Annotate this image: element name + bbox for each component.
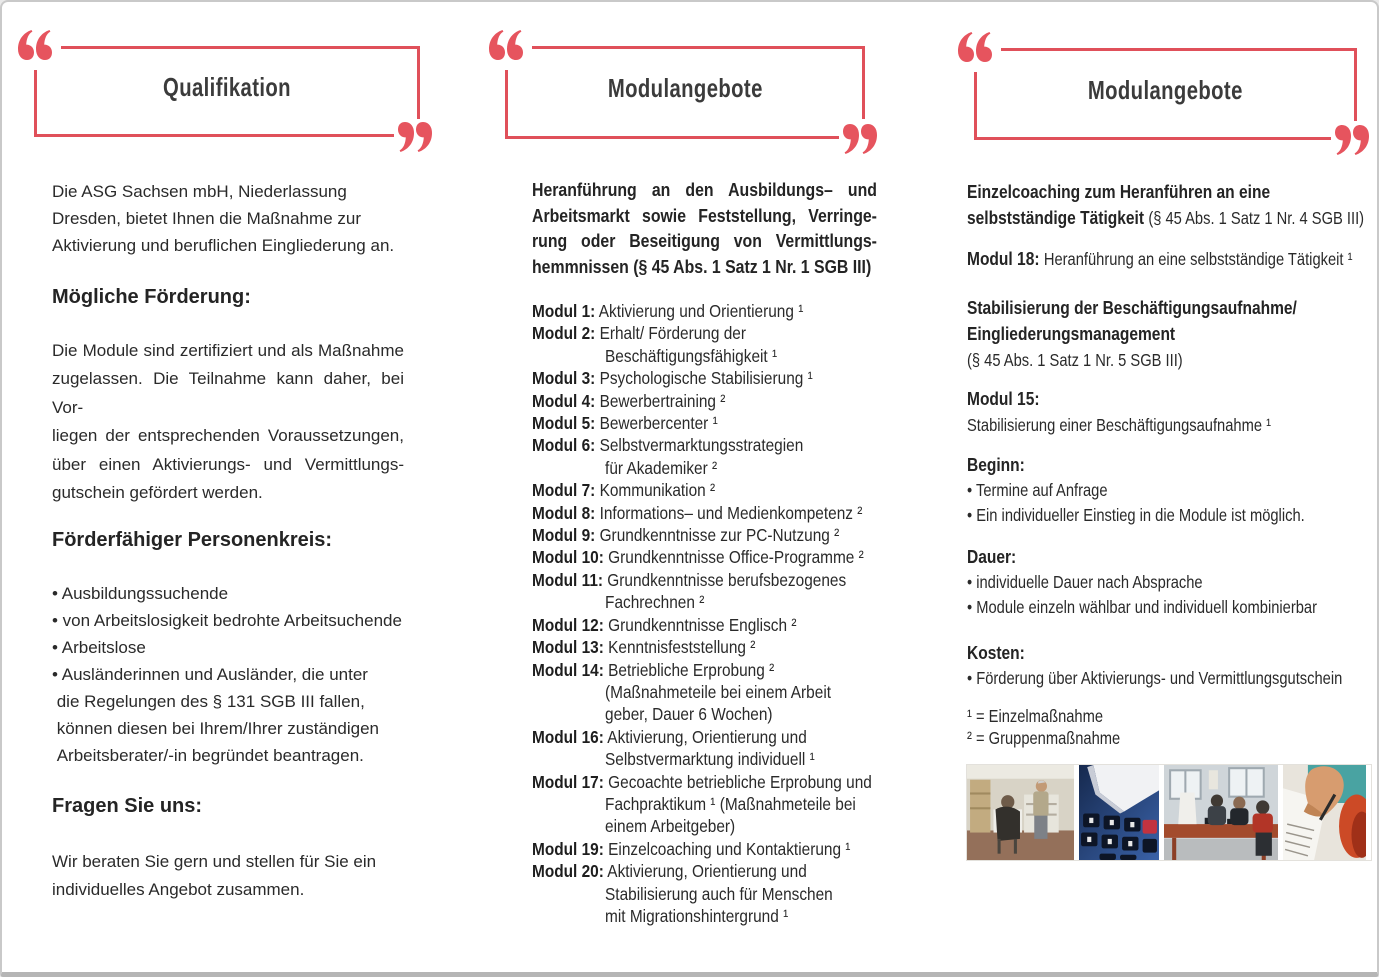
bold-text: Eingliederungsmanagement — [967, 323, 1176, 344]
module-line: Modul 8: Informations– und Medienkompetenz ² — [532, 502, 863, 523]
module-line: Modul 7: Kommunikation ² — [532, 480, 716, 501]
text-line: hemmnissen (§ 45 Abs. 1 Satz 1 Nr. 1 SGB III) — [532, 256, 872, 277]
module-label: Modul 2: — [532, 323, 596, 344]
eligible-persons-heading: Förderfähiger Personenkreis: — [52, 529, 333, 552]
module-line: Modul 4: Bewerbertraining ² — [532, 390, 726, 411]
module-line: Modul 10: Grundkenntnisse Office-Programme ² — [532, 547, 864, 568]
text: (§ 45 Abs. 1 Satz 1 Nr. 5 SGB III) — [967, 350, 1183, 370]
kosten-section — [967, 640, 1369, 691]
module-label: Modul 1: — [532, 301, 596, 321]
module-line-continuation: einem Arbeitgeber) — [605, 816, 736, 837]
module-item — [532, 726, 907, 771]
text: • Termine auf Anfrage — [967, 480, 1108, 500]
module-line: Modul 2: Erhalt/ Förderung der — [532, 323, 746, 344]
modulangebote-header-frame-2 — [974, 48, 1357, 140]
close-quote-icon — [398, 122, 432, 152]
bold-text: selbstständige Tätigkeit — [967, 207, 1149, 228]
modulangebote-header-frame — [505, 46, 865, 139]
module-line: Modul 16: Aktivierung, Orientierung und — [532, 726, 807, 747]
module-item — [532, 636, 907, 658]
text: • Förderung über Aktivierungs- und Vermittlungsgutschein — [967, 668, 1343, 688]
module-item — [532, 502, 907, 524]
text-line: über einen Aktivierungs- und Vermittlungs- — [52, 454, 404, 474]
ask-us-paragraph: Wir beraten Sie gern und stellen für Sie ein individuelles Angebot zusammen. — [52, 852, 377, 900]
computer-training-photo — [1164, 765, 1278, 860]
bold-text: Modul 15: — [967, 388, 1040, 409]
module-label: Modul 17: — [532, 771, 604, 792]
einzelcoaching-heading — [967, 179, 1369, 231]
module-line: Modul 12: Grundkenntnisse Englisch ² — [532, 614, 797, 635]
module-line-continuation: Selbstvermarktung individuell ¹ — [605, 749, 815, 770]
module-line: Modul 5: Bewerbercenter ¹ — [532, 413, 718, 434]
module-line: Modul 17: Gecoachte betriebliche Erprobung und — [532, 771, 872, 792]
module-item — [532, 412, 907, 434]
module-label: Modul 19: — [532, 838, 604, 859]
panel-qualifikation — [34, 2, 434, 904]
writing-hand-photo — [1283, 765, 1366, 860]
module-item — [532, 524, 907, 546]
text-line: gutschein gefördert werden. — [52, 483, 263, 503]
module-item — [532, 614, 907, 636]
module-item — [532, 860, 907, 927]
module-label: Modul 10: — [532, 547, 604, 568]
stabilisierung-heading — [967, 295, 1369, 373]
text-line: Heranführung an den Ausbildungs– und — [532, 180, 877, 200]
bold-text: Kosten: — [967, 642, 1025, 663]
ask-us-heading: Fragen Sie uns: — [52, 795, 203, 818]
bold-text: Einzelcoaching zum Heranführen an eine — [967, 181, 1271, 202]
panel-modulangebote-list — [490, 2, 890, 927]
module-line: Modul 11: Grundkenntnisse berufsbezogenes — [532, 569, 847, 590]
module-line: Modul 13: Kenntnisfeststellung ² — [532, 637, 756, 658]
modulangebote-title: Modulangebote — [607, 73, 763, 103]
module-line-continuation: geber, Dauer 6 Wochen) — [605, 704, 773, 725]
intro-paragraph: Die ASG Sachsen mbH, Niederlassung Dresden, bietet Ihnen die Maßnahme zur Aktivierung und beruflichen Eingliederung an. — [52, 182, 395, 255]
module-label: Modul 5: — [532, 413, 596, 434]
text-line: Arbeitsmarkt sowie Feststellung, Verringe- — [532, 205, 877, 226]
module-item — [532, 322, 907, 367]
close-quote-icon — [843, 124, 877, 154]
module-item — [532, 300, 907, 322]
close-quote-icon — [1335, 125, 1369, 155]
module-label: Modul 9: — [532, 525, 596, 546]
text-line: rung oder Beseitigung von Vermittlungs- — [532, 231, 877, 251]
bold-text: Stabilisierung der Beschäftigungsaufnahme/ — [967, 297, 1297, 318]
module-label: Modul 20: — [532, 861, 604, 882]
module-item — [532, 659, 907, 726]
module-label: Modul 3: — [532, 368, 596, 389]
module-label: Modul 4: — [532, 390, 596, 411]
module-list — [532, 300, 907, 927]
office-consultation-photo — [967, 765, 1074, 860]
module-item — [532, 479, 907, 501]
text: • Module einzeln wählbar und individuell kombinierbar — [967, 597, 1317, 617]
module-item — [532, 434, 907, 479]
module-label: Modul 14: — [532, 659, 604, 680]
bold-text: Dauer: — [967, 546, 1017, 567]
text: (§ 45 Abs. 1 Satz 1 Nr. 4 SGB III) — [1148, 208, 1365, 228]
text: • individuelle Dauer nach Absprache — [967, 572, 1203, 592]
module-line-continuation: für Akademiker ² — [605, 457, 718, 478]
qualifikation-header-frame — [34, 46, 420, 137]
text: ¹ = Einzelmaßnahme — [967, 706, 1104, 726]
text: • Ein individueller Einstieg in die Module ist möglich. — [967, 505, 1305, 525]
frame-line — [974, 137, 1331, 140]
bold-text: Modul 18: — [967, 248, 1044, 269]
panel-modulangebote-details — [958, 2, 1378, 749]
funding-heading: Mögliche Förderung: — [52, 286, 251, 308]
text-line: Die Module sind zertifiziert und als Maßnahme — [52, 341, 404, 360]
modul-18-line — [967, 246, 1369, 272]
module-label: Modul 12: — [532, 614, 604, 635]
frame-line — [505, 136, 839, 139]
module-label: Modul 6: — [532, 435, 596, 456]
text-line: zugelassen. Die Teilnahme kann daher, bei Vor- — [52, 369, 404, 417]
module-label: Modul 13: — [532, 637, 604, 658]
text-line: liegen der entsprechenden Voraussetzungen, — [52, 426, 404, 446]
eligible-persons-list: • Ausbildungssuchende • von Arbeitslosigkeit bedrohte Arbeitsuchende • Arbeitslose • Ausländerinnen und Ausländer, die unter die Regelungen des § 131 SGB III fallen, können diesen bei Ihrem/Ihrer zuständigen Arbeitsberater/-in begründet beantragen. — [52, 584, 402, 766]
module-item — [532, 838, 907, 860]
footnote-legend — [967, 705, 1369, 749]
section-heading-paragraph45-nr1 — [532, 178, 877, 280]
bold-text: Beginn: — [967, 454, 1025, 475]
module-line-continuation: mit Migrationshintergrund ¹ — [605, 905, 789, 926]
module-line: Modul 3: Psychologische Stabilisierung ¹ — [532, 368, 813, 389]
module-label: Modul 8: — [532, 502, 596, 523]
module-label: Modul 11: — [532, 569, 604, 590]
module-line: Modul 20: Aktivierung, Orientierung und — [532, 861, 807, 882]
module-line: Modul 9: Grundkenntnisse zur PC-Nutzung ² — [532, 525, 840, 546]
module-item — [532, 569, 907, 614]
module-line-continuation: Stabilisierung auch für Menschen — [605, 883, 833, 904]
modul-15-block — [967, 386, 1369, 438]
module-line: Modul 6: Selbstvermarktungsstrategien — [532, 435, 804, 456]
module-item — [532, 771, 907, 838]
modulangebote-title-2: Modulangebote — [1088, 74, 1243, 105]
module-item — [532, 390, 907, 412]
calculator-photo — [1079, 765, 1159, 860]
text: Stabilisierung einer Beschäftigungsaufnahme ¹ — [967, 415, 1271, 435]
module-line: Modul 1: Aktivierung und Orientierung ¹ — [532, 301, 804, 321]
qualifikation-title: Qualifikation — [163, 72, 291, 102]
module-label: Modul 7: — [532, 480, 596, 501]
module-line: Modul 19: Einzelcoaching und Kontaktierung ¹ — [532, 838, 851, 859]
module-label: Modul 16: — [532, 726, 604, 747]
dauer-section — [967, 544, 1369, 620]
module-line-continuation: Fachpraktikum ¹ (Maßnahmeteile bei — [605, 793, 856, 814]
frame-line — [34, 134, 394, 137]
text: ² = Gruppenmaßnahme — [967, 728, 1121, 748]
text: Heranführung an eine selbstständige Tätigkeit ¹ — [1043, 249, 1353, 269]
photo-strip — [967, 765, 1371, 860]
module-item — [532, 367, 907, 389]
module-line-continuation: Fachrechnen ² — [605, 592, 705, 613]
module-item — [532, 546, 907, 568]
funding-paragraph — [52, 337, 404, 507]
module-line-continuation: Beschäftigungsfähigkeit ¹ — [605, 345, 778, 366]
module-line: Modul 14: Betriebliche Erprobung ² — [532, 659, 775, 680]
beginn-section — [967, 452, 1369, 528]
module-line-continuation: (Maßnahmeteile bei einem Arbeit — [605, 681, 832, 702]
